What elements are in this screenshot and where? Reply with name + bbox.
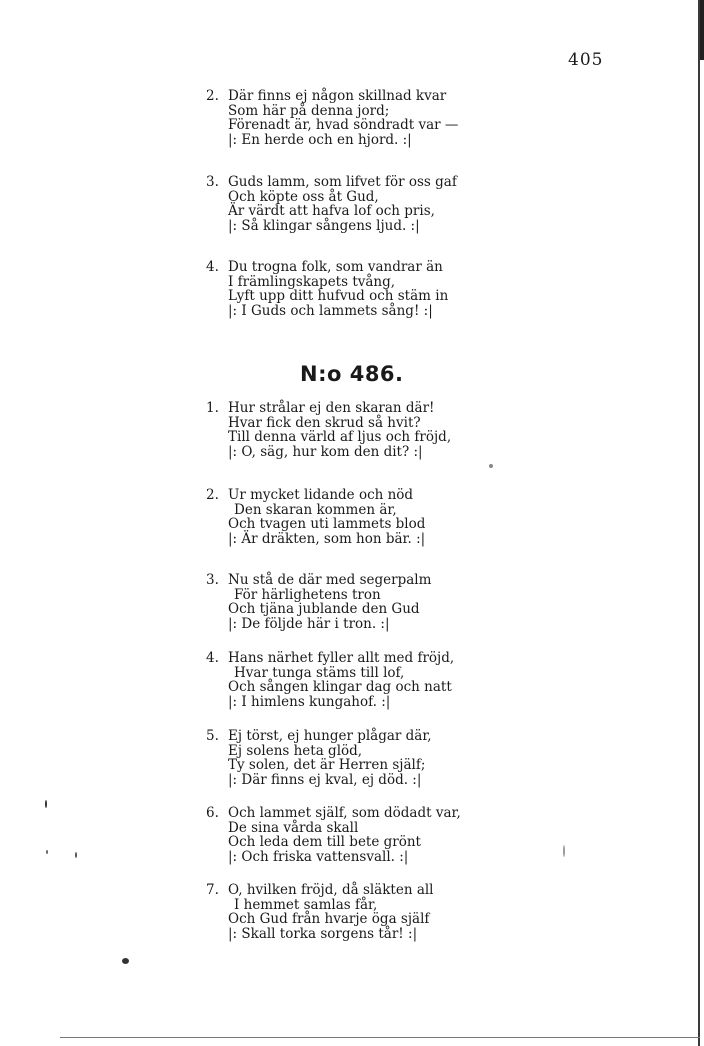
verse-line: Hans närhet fyller allt med fröjd, <box>228 650 455 666</box>
verse-line: Ur mycket lidande och nöd <box>228 487 414 503</box>
verse-line: |: Där finns ej kval, ej död. :| <box>228 771 422 788</box>
verse-line: Hvar fick den skrud så hvit? <box>228 414 421 431</box>
verse-line: Och leda dem till bete grönt <box>228 834 421 851</box>
verse-line: Förenadt är, hvad söndradt var — <box>228 117 459 134</box>
verse-line: Och sången klingar dag och natt <box>228 679 452 696</box>
verse-line: Till denna värld af ljus och fröjd, <box>228 429 452 446</box>
verse-line: Ej solens heta glöd, <box>228 742 363 759</box>
verse-line: |: En herde och en hjord. :| <box>228 131 412 148</box>
verse-line: För härlighetens tron <box>234 586 381 603</box>
verse-line: Och Gud från hvarje öga själf <box>228 911 430 928</box>
verse-line: Lyft upp ditt hufvud och stäm in <box>228 288 449 305</box>
verse-line: Är värdt att hafva lof och pris, <box>228 203 435 220</box>
verse-line: O, hvilken fröjd, då släkten all <box>228 882 434 898</box>
verse-number: 2. <box>206 88 219 104</box>
verse-line: Där finns ej någon skillnad kvar <box>228 88 447 104</box>
verse-line: |: De följde här i tron. :| <box>228 615 390 632</box>
ink-speck <box>489 464 493 468</box>
hymn-title: N:o 486. <box>300 362 404 386</box>
verse-line: Guds lamm, som lifvet för oss gaf <box>228 174 457 190</box>
verse-line: |: I himlens kungahof. :| <box>228 693 391 710</box>
verse-number: 5. <box>206 728 219 744</box>
ink-speck <box>75 852 77 858</box>
ink-speck <box>122 958 129 964</box>
verse-number: 3. <box>206 174 219 190</box>
verse-line: Och lammet själf, som dödadt var, <box>228 805 461 821</box>
ink-speck <box>563 845 565 857</box>
verse-line: I hemmet samlas får, <box>234 896 378 913</box>
verse-number: 1. <box>206 400 219 416</box>
verse-number: 3. <box>206 572 219 588</box>
verse-line: Ty solen, det är Herren själf; <box>228 757 426 774</box>
verse-line: De sina vårda skall <box>228 819 359 836</box>
verse-number: 6. <box>206 805 219 821</box>
verse-number: 7. <box>206 882 219 898</box>
verse-line: Nu stå de där med segerpalm <box>228 572 432 588</box>
ink-speck <box>45 800 47 808</box>
ink-speck <box>46 850 48 854</box>
verse-line: |: Och friska vattensvall. :| <box>228 848 409 865</box>
verse-line: Som här på denna jord; <box>228 102 390 119</box>
verse-line: Hur strålar ej den skaran där! <box>228 400 435 416</box>
verse-line: |: Är dräkten, som hon bär. :| <box>228 530 426 547</box>
verse-number: 2. <box>206 487 219 503</box>
verse-line: |: I Guds och lammets sång! :| <box>228 302 433 319</box>
verse-line: |: Skall torka sorgens tår! :| <box>228 925 418 942</box>
verse-line: Och köpte oss åt Gud, <box>228 188 379 205</box>
verse-line: Och tvagen uti lammets blod <box>228 516 426 533</box>
verse-line: Ej törst, ej hunger plågar där, <box>228 728 432 744</box>
page-number: 405 <box>568 50 604 70</box>
verse-line: Hvar tunga stäms till lof, <box>234 664 405 681</box>
verse-line: I främlingskapets tvång, <box>228 273 396 290</box>
page-edge-right <box>698 0 700 1046</box>
page-edge-bottom <box>60 1037 700 1038</box>
verse-number: 4. <box>206 650 219 666</box>
verse-line: Och tjäna jublande den Gud <box>228 601 420 618</box>
verse-number: 4. <box>206 259 219 275</box>
verse-line: |: Så klingar sångens ljud. :| <box>228 217 420 234</box>
verse-line: |: O, säg, hur kom den dit? :| <box>228 443 423 460</box>
verse-line: Den skaran kommen är, <box>234 501 397 518</box>
verse-line: Du trogna folk, som vandrar än <box>228 259 443 275</box>
page-edge-shadow <box>700 0 704 60</box>
